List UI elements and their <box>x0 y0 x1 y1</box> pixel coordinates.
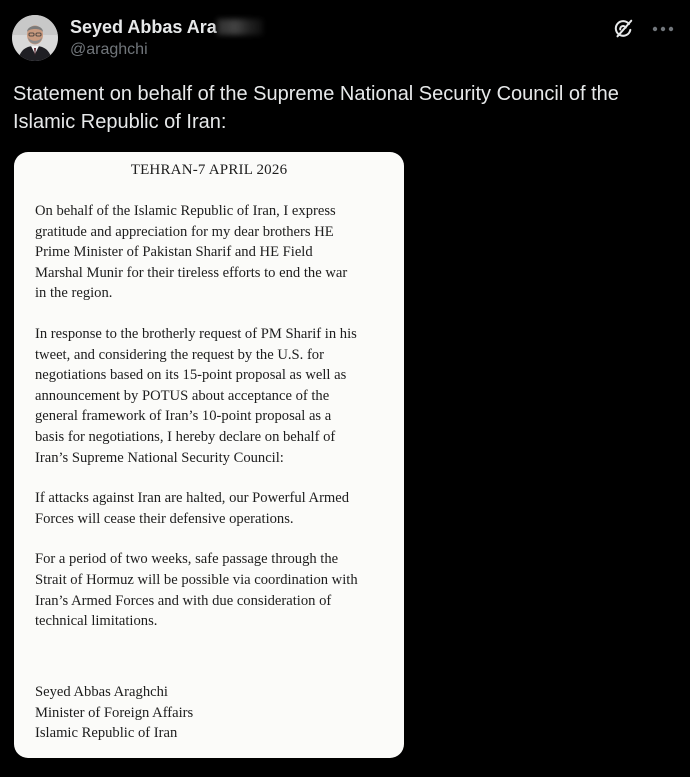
avatar-portrait <box>12 15 58 61</box>
statement-image[interactable] <box>14 152 404 758</box>
display-name[interactable] <box>70 16 263 38</box>
name-blur <box>217 19 263 35</box>
document-body <box>35 201 395 652</box>
document-signature: Seyed Abbas Araghchi Minister of Foreign Affairs Islamic Republic of Iran <box>35 684 194 742</box>
document-paragraph: On behalf of the Islamic Republic of Iran, I express gratitude and appreciation for my dear brothers HE Prime Minister of Pakistan Sharif and HE Field Marshal Munir for their tireless efforts to end the war in the region. <box>35 203 348 302</box>
author-handle[interactable]: @araghchi <box>70 41 148 58</box>
document-paragraph: For a period of two weeks, safe passage through the Strait of Hormuz will be possible via coordination with Iran’s Armed Forces and with due consideration of technical limitations. <box>35 551 358 630</box>
grok-icon[interactable] <box>610 16 636 42</box>
avatar[interactable] <box>12 15 58 61</box>
more-icon[interactable] <box>650 16 676 42</box>
document-paragraph: If attacks against Iran are halted, our Powerful Armed Forces will cease their defensive operations. <box>35 490 350 527</box>
author-info <box>70 16 263 61</box>
display-name-text: Seyed Abbas Ara <box>70 17 217 37</box>
tweet-text: Statement on behalf of the Supreme National Security Council of the Islamic Republic of Iran: <box>13 83 619 133</box>
document-header: TEHRAN-7 APRIL 2026 <box>130 162 288 178</box>
top-actions <box>610 16 676 42</box>
document-paragraph: In response to the brotherly request of PM Sharif in his tweet, and considering the request by the U.S. for negotiations based on its 15-point proposal as well as announcement by POTUS about acceptance of the general framework of Iran’s 10-point proposal as a basis for negotiations, I hereby declare on behalf of Iran’s Supreme National Security Council: <box>35 325 357 466</box>
